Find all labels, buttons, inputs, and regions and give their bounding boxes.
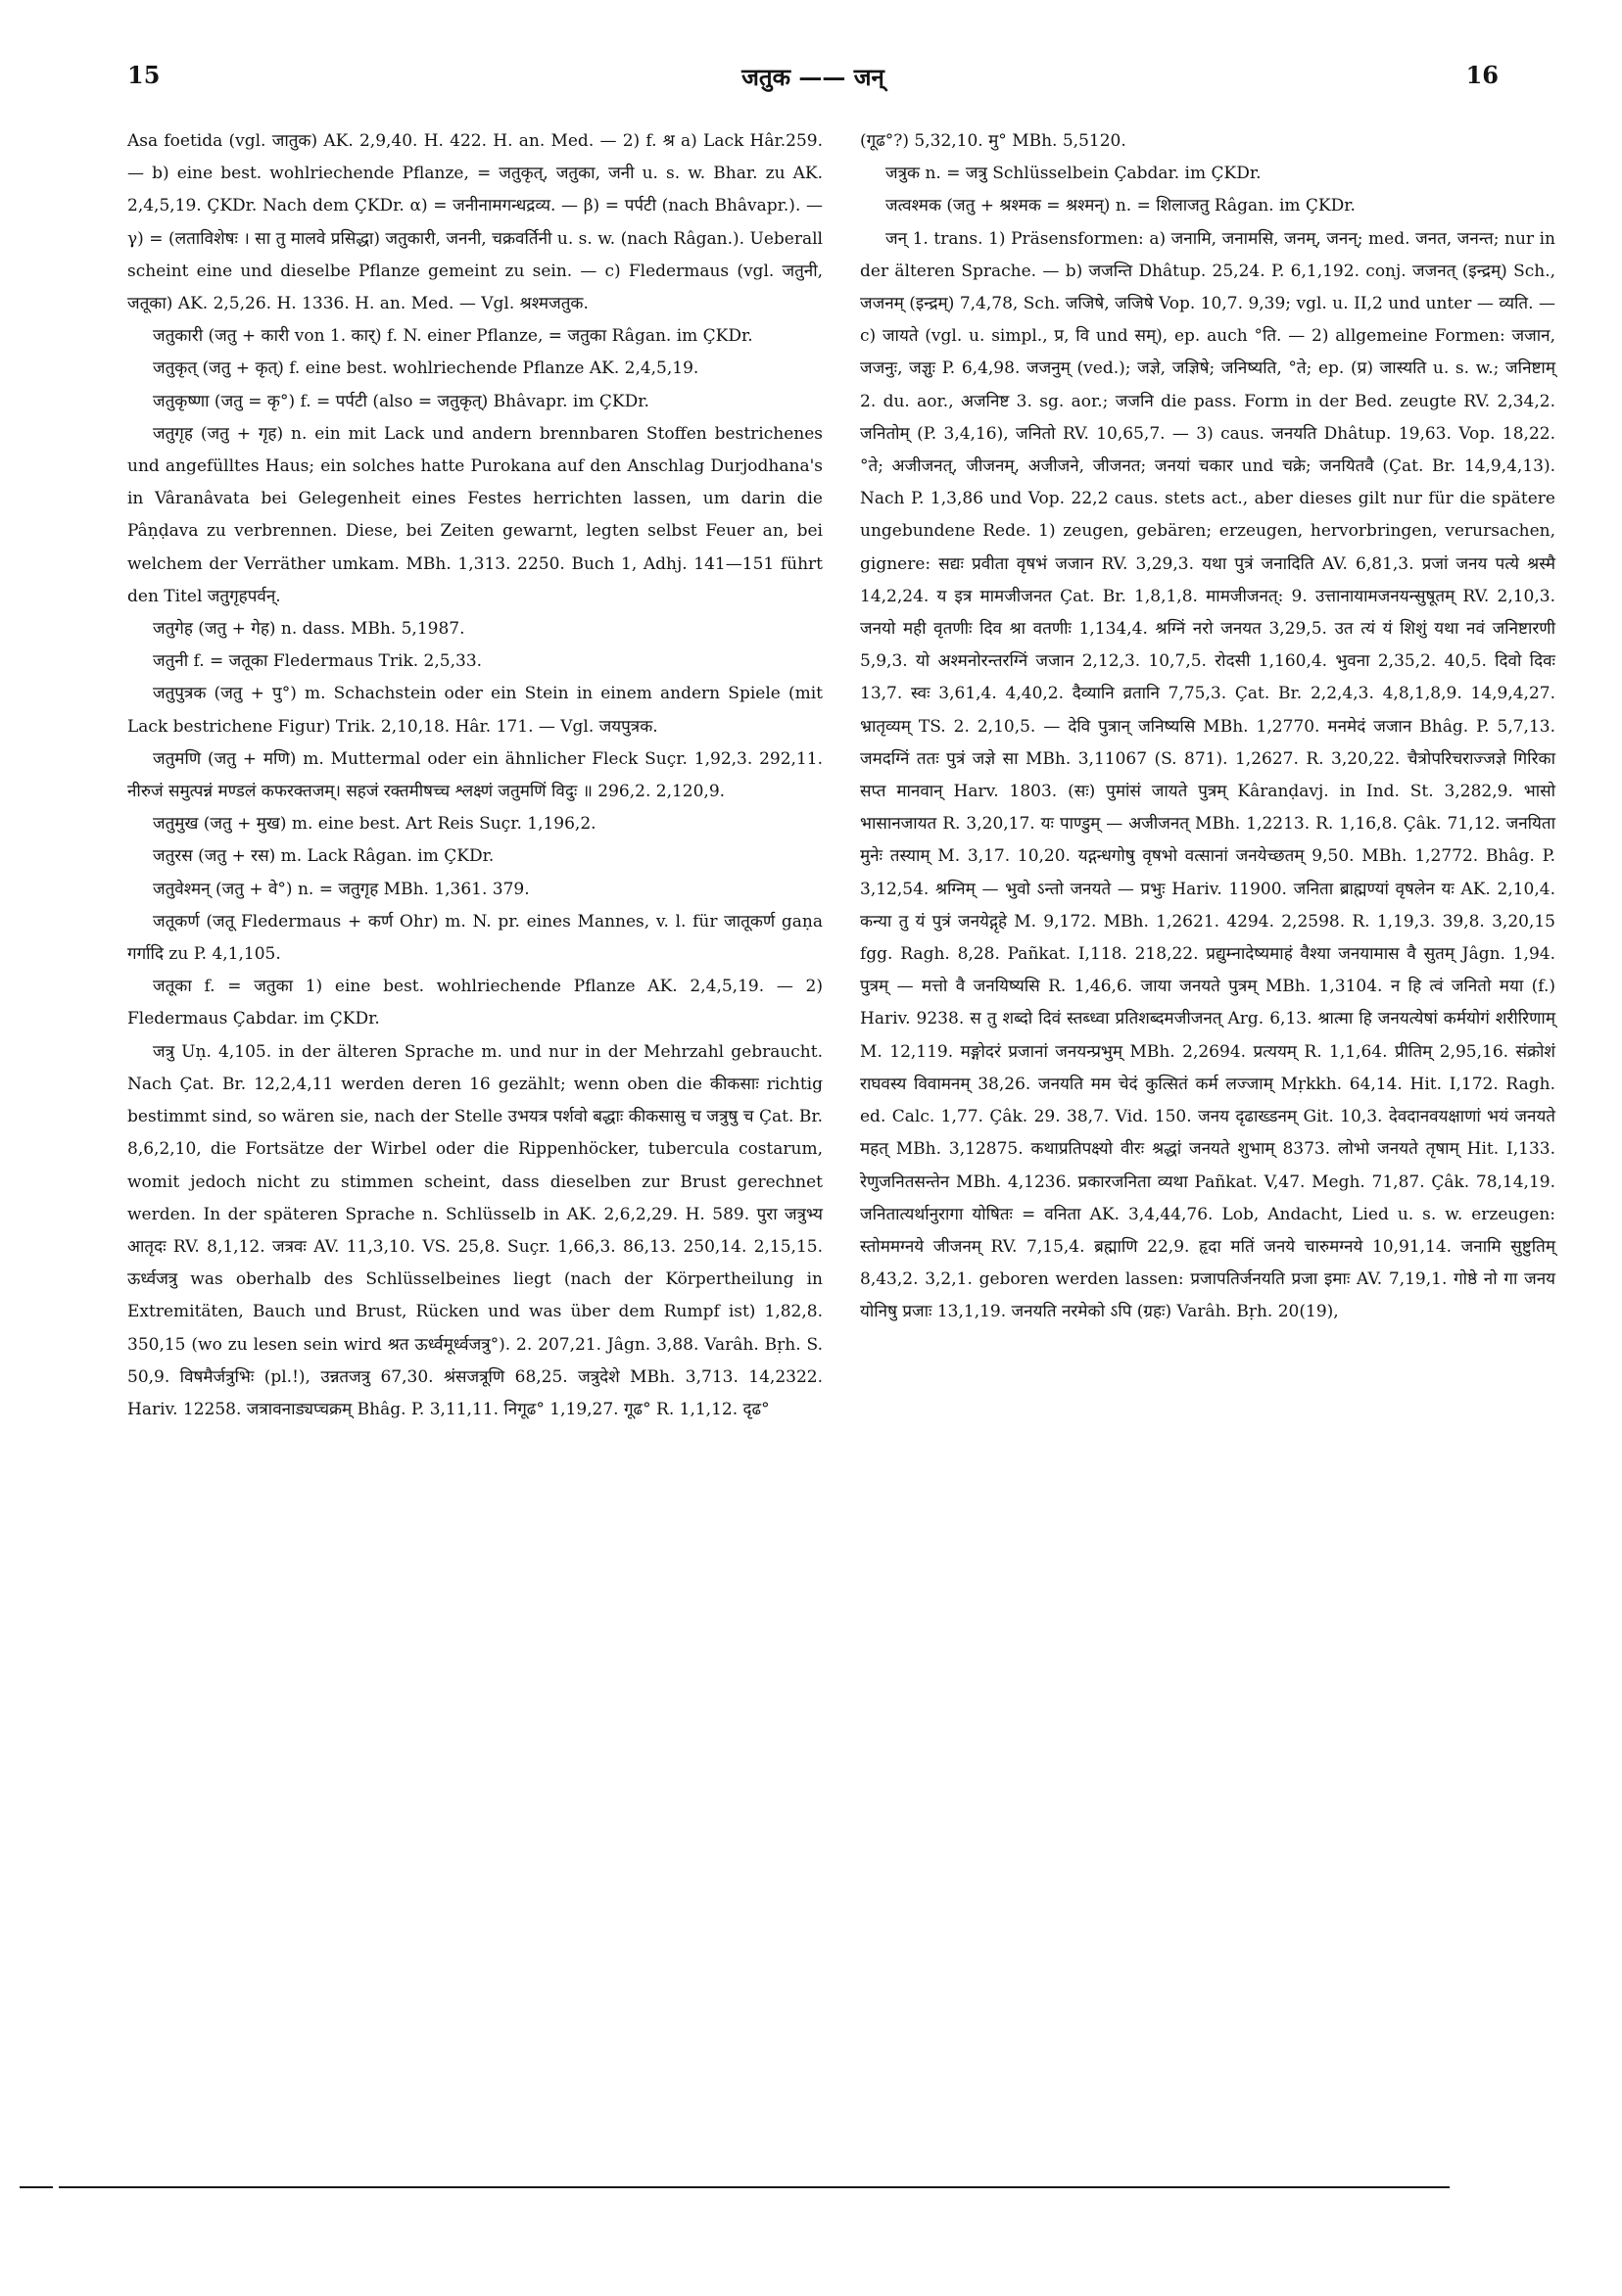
dictionary-entry: जतूकर्ण (जतू Fledermaus + कर्ण Ohr) m. N. pr. eines Mannes, v. l. für जातूकर्ण gaṇa गर्गादि zu P. 4,1,105. [127,911,823,965]
footer-rule [59,2186,1450,2188]
dictionary-entry: जत्रुक n. = जत्रु Schlüsselbein Çabdar. im ÇKDr. [885,164,1262,184]
left-column [127,125,823,1426]
dictionary-entry: जतुवेश्मन् (जतु + वे°) n. = जतुगृह MBh. 1,361. 379. [153,879,530,899]
page-number-left: 15 [127,61,161,89]
dictionary-entry: जतुपुत्रक (जतु + पु°) m. Schachstein oder ein Stein in einem andern Spiele (mit Lack bestrichene Figur) Trik. 2,10,18. Hâr. 171. — Vgl. जयपुत्रक. [127,684,823,737]
page-header [127,61,1499,100]
dictionary-entry: जतुमणि (जतु + मणि) m. Muttermal oder ein ähnlicher Fleck Suçr. 1,92,3. 292,11. नीरुजं समुत्पन्नं मण्डलं कफरक्तजम्। सहजं रक्तमीषच्च श्लक्ष्णं जतुमणिं विदुः ॥ 296,2. 2,120,9. [127,748,823,802]
dictionary-entry: जतुमुख (जतु + मुख) m. eine best. Art Reis Suçr. 1,196,2. [153,814,596,835]
dictionary-entry: जत्वश्मक (जतु + श्रश्मक = श्रश्मन्) n. = शिलाजतु Râgan. im ÇKDr. [885,196,1356,216]
footer-rule-tick [20,2186,53,2188]
dictionary-entry: जतुरस (जतु + रस) m. Lack Râgan. im ÇKDr. [153,846,495,867]
dictionary-entry: जत्रु Uṇ. 4,105. in der älteren Sprache m. und nur in der Mehrzahl gebraucht. Nach Çat. Br. 12,2,4,11 werden deren 16 gezählt; wenn oben die कीकसाः richtig bestimmt sind, so wären sie, nach der Stelle उभयत्र पर्शवो बद्धाः कीकसासु च जत्रुषु च Çat. Br. 8,6,2,10, die Fortsätze der Wirbel oder die Rippenhöcker, tubercula costarum, womit jedoch nicht zu stimmen scheint, dass dieselben zur Brust gerechnet werden. In der späteren Sprache n. Schlüsselb in AK. 2,6,2,29. H. 589. पुरा जत्रुभ्य आतृदः RV. 8,1,12. जत्रवः AV. 11,3,10. VS. 25,8. Suçr. 1,66,3. 86,13. 250,14. 2,15,15. ऊर्ध्वजत्रु was oberhalb des Schlüsselbeines liegt (nach der Körpertheilung in Extremitäten, Bauch und Brust, Rücken und was über dem Rumpf ist) 1,82,8. 350,15 (wo zu lesen sein wird श्रत ऊर्ध्वमूर्ध्वजत्रु°). 2. 207,21. Jâgn. 3,88. Varâh. Bṛh. S. 50,9. विषमैर्जत्रुभिः (pl.!), उन्नतजत्रु 67,30. श्रंसजत्रूणि 68,25. जत्रुदेशे MBh. 3,713. 14,2322. Hariv. 12258. जत्रावनाड्यप्चक्रम् Bhâg. P. 3,11,11. निगूढ° 1,19,27. गूढ° R. 1,1,12. दृढ° [127,1041,823,1419]
right-column [860,125,1555,1329]
dictionary-entry: जतुगेह (जतु + गेह) n. dass. MBh. 5,1987. [153,619,465,640]
dictionary-entry: जतुकारी (जतु + कारी von 1. कार्) f. N. einer Pflanze, = जतुका Râgan. im ÇKDr. [153,326,753,347]
dictionary-entry: जतुनी f. = जतूका Fledermaus Trik. 2,5,33. [153,651,483,672]
dictionary-entry: जतुगृह (जतु + गृह) n. ein mit Lack und andern brennbaren Stoffen bestrichenes und angefülltes Haus; ein solches hatte Purokana auf den Anschlag Durjodhana's in Vâranâvata bei Gelegenheit eines Festes herrichten lassen, um darin die Pâṇḍava zu verbrennen. Diese, bei Zeiten gewarnt, legten selbst Feuer an, bei welchem der Verräther umkam. MBh. 1,313. 2250. Buch 1, Adhj. 141—151 führt den Titel जतुगृहपर्वन्. [127,423,823,606]
running-title: जतुक —— जन् [741,63,884,91]
dictionary-entry: जतूका f. = जतुका 1) eine best. wohlriechende Pflanze AK. 2,4,5,19. — 2) Fledermaus Çabdar. im ÇKDr. [127,977,823,1029]
page-number-right: 16 [1465,61,1499,89]
dictionary-entry: जन् 1. trans. 1) Präsensformen: a) जनामि, जनामसि, जनम्, जनन्; med. जनत, जनन्त; nur in der älteren Sprache. — b) जजन्ति Dhâtup. 25,24. P. 6,1,192. conj. जजनत् (इन्द्रम्) Sch., जजनम् (इन्द्रम्) 7,4,78, Sch. जजिषे, जजिषे Vop. 10,7. 9,39; vgl. u. II,2 und unter — व्यति. — c) जायते (vgl. u. simpl., प्र, वि und सम्), ep. auch °ति. — 2) allgemeine Formen: जजान, जजनुः, जज्ञुः P. 6,4,98. जजनुम् (ved.); जज्ञे, जज्ञिषे; जनिष्यति, °ते; ep. (प्र) जास्यति u. s. w.; जनिष्टाम् 2. du. aor., अजनिष्ट 3. sg. aor.; जजनि die pass. Form in der Bed. zeugte RV. 2,34,2. जनितोम् (P. 3,4,16), जनितो RV. 10,65,7. — 3) caus. जनयति Dhâtup. 19,63. Vop. 18,22. °ते; अजीजनत्, जीजनम्, अजीजने, जीजनत; जनयां चकार und चक्रे; जनयितवै (Çat. Br. 14,9,4,13). Nach P. 1,3,86 und Vop. 22,2 caus. stets act., aber dieses gilt nur für die spätere ungebundene Rede. 1) zeugen, gebären; erzeugen, hervorbringen, verursachen, gignere: सद्यः प्रवीता वृषभं जजान RV. 3,29,3. यथा पुत्रं जनादिति AV. 6,81,3. प्रजां जनय पत्ये श्रस्मै 14,2,24. य इत्र मामजीजनत Çat. Br. 1,8,1,8. मामजीजनत्: 9. उत्तानायामजनयन्सुषूतम् RV. 2,10,3. जनयो मही वृतणीः दिव श्रा वतणीः 1,134,4. श्रग्निं नरो जनयत 3,29,5. उत त्यं यं शिशुं यथा नवं जनिष्टारणी 5,9,3. यो अश्मनोरन्तरग्निं जजान 2,12,3. 10,7,5. रोदसी 1,160,4. भुवना 2,35,2. 40,5. दिवो दिवः 13,7. स्वः 3,61,4. 4,40,2. दैव्यानि व्रतानि 7,75,3. Çat. Br. 2,2,4,3. 4,8,1,8,9. 14,9,4,27. भ्रातृव्यम् TS. 2. 2,10,5. — देवि पुत्रान् जनिष्यसि MBh. 1,2770. मनमेदं जजान Bhâg. P. 5,7,13. जमदग्निं ततः पुत्रं जज्ञे सा MBh. 3,11067 (S. 871). 1,2627. R. 3,20,22. चैत्रोपरिचराज्जज्ञे गिरिका सप्त मानवान् Harv. 1803. (सः) पुमांसं जायते पुत्रम् Kâranḍavj. in Ind. St. 3,282,9. भासो भासानजायत R. 3,20,17. यः पाण्डुम् — अजीजनत् MBh. 1,2213. R. 1,16,8. Çâk. 71,12. जनयिता मुनेः तस्याम् M. 3,17. 10,20. यद्गन्धगोषु वृषभो वत्सानां जनयेच्छतम् 9,50. MBh. 1,2772. Bhâg. P. 3,12,54. श्रग्निम् — भुवो ऽन्तो जनयते — प्रभुः Hariv. 11900. जनिता ब्राह्मण्यां वृषलेन यः AK. 2,10,4. कन्या तु यं पुत्रं जनयेद्गृहे M. 9,172. MBh. 1,2621. 4294. 2,2598. R. 1,19,3. 39,8. 3,20,15 fgg. Ragh. 8,28. Pañkat. I,118. 218,22. प्रद्युम्नादेष्यमाहं वैश्या जनयामास वै सुतम् Jâgn. 1,94. पुत्रम् — मत्तो वै जनयिष्यसि R. 1,46,6. जाया जनयते पुत्रम् MBh. 1,3104. न हि त्वं जनितो मया (f.) Hariv. 9238. स तु शब्दो दिवं स्तब्ध्वा प्रतिशब्दमजीजनत् Arg. 6,13. श्रात्मा हि जनयत्येषां कर्मयोगं शरीरिणाम् M. 12,119. मङ्गोदरं प्रजानां जनयन्प्रभुम् MBh. 2,2694. प्रत्ययम् R. 1,1,64. प्रीतिम् 2,95,16. संक्रोशं राघवस्य विवामनम् 38,26. जनयति मम चेदं कुत्सितं कर्म लज्जाम् Mṛkkh. 64,14. Hit. I,172. Ragh. ed. Calc. 1,77. Çâk. 29. 38,7. Vid. 150. जनय दृढाख्डनम् Git. 10,3. देवदानवयक्षाणां भयं जनयते महत् MBh. 3,12875. कथाप्रतिपक्ष्यो वीरः श्रद्धां जनयते शुभाम् 8373. लोभो जनयते तृषाम् Hit. I,133. रेणुजनितसन्तेन MBh. 4,1236. प्रकारजनिता व्यथा Pañkat. V,47. Megh. 71,87. Çâk. 78,14,19. जनितात्यर्थानुरागा योषितः = वनिता AK. 3,4,44,76. Lob, Andacht, Lied u. s. w. erzeugen: स्तोममग्नये जीजनम् RV. 7,15,4. ब्रह्माणि 22,9. हृदा मतिं जनये चारुमग्नये 10,91,14. जनामि सुष्टुतिम् 8,43,2. 3,2,1. geboren werden lassen: प्रजापतिर्जनयति प्रजा इमाः AV. 7,19,1. गोष्ठे नो गा जनय योनिषु प्रजाः 13,1,19. जनयति नरमेको ऽपि (ग्रहः) Varâh. Bṛh. 20(19), [860,228,1555,1322]
dictionary-entry: जतुकृष्णा (जतु = कृ°) f. = पर्पटी (also = जतुकृत्) Bhâvapr. im ÇKDr. [153,391,649,411]
dictionary-entry: जतुकृत् (जतु + कृत्) f. eine best. wohlriechende Pflanze AK. 2,4,5,19. [153,359,699,379]
dictionary-entry: (गूढ°?) 5,32,10. मु° MBh. 5,5120. [860,131,1126,151]
dictionary-entry: Asa foetida (vgl. जातुक) AK. 2,9,40. H. 422. H. an. Med. — 2) f. श्र a) Lack Hâr.259. — b) eine best. wohlriechende Pflanze, = जतुकृत्, जतुका, जनी u. s. w. Bhar. zu AK. 2,4,5,19. ÇKDr. Nach dem ÇKDr. α) = जनीनामगन्धद्रव्य. — β) = पर्पटी (nach Bhâvapr.). — γ) = (लताविशेषः । सा तु मालवे प्रसिद्धा) जतुकारी, जननी, चक्रवर्तिनी u. s. w. (nach Râgan.). Ueberall scheint eine und dieselbe Pflanze gemeint zu sein. — c) Fledermaus (vgl. जतुनी, जतूका) AK. 2,5,26. H. 1336. H. an. Med. — Vgl. श्रश्मजतुक. [127,131,823,314]
